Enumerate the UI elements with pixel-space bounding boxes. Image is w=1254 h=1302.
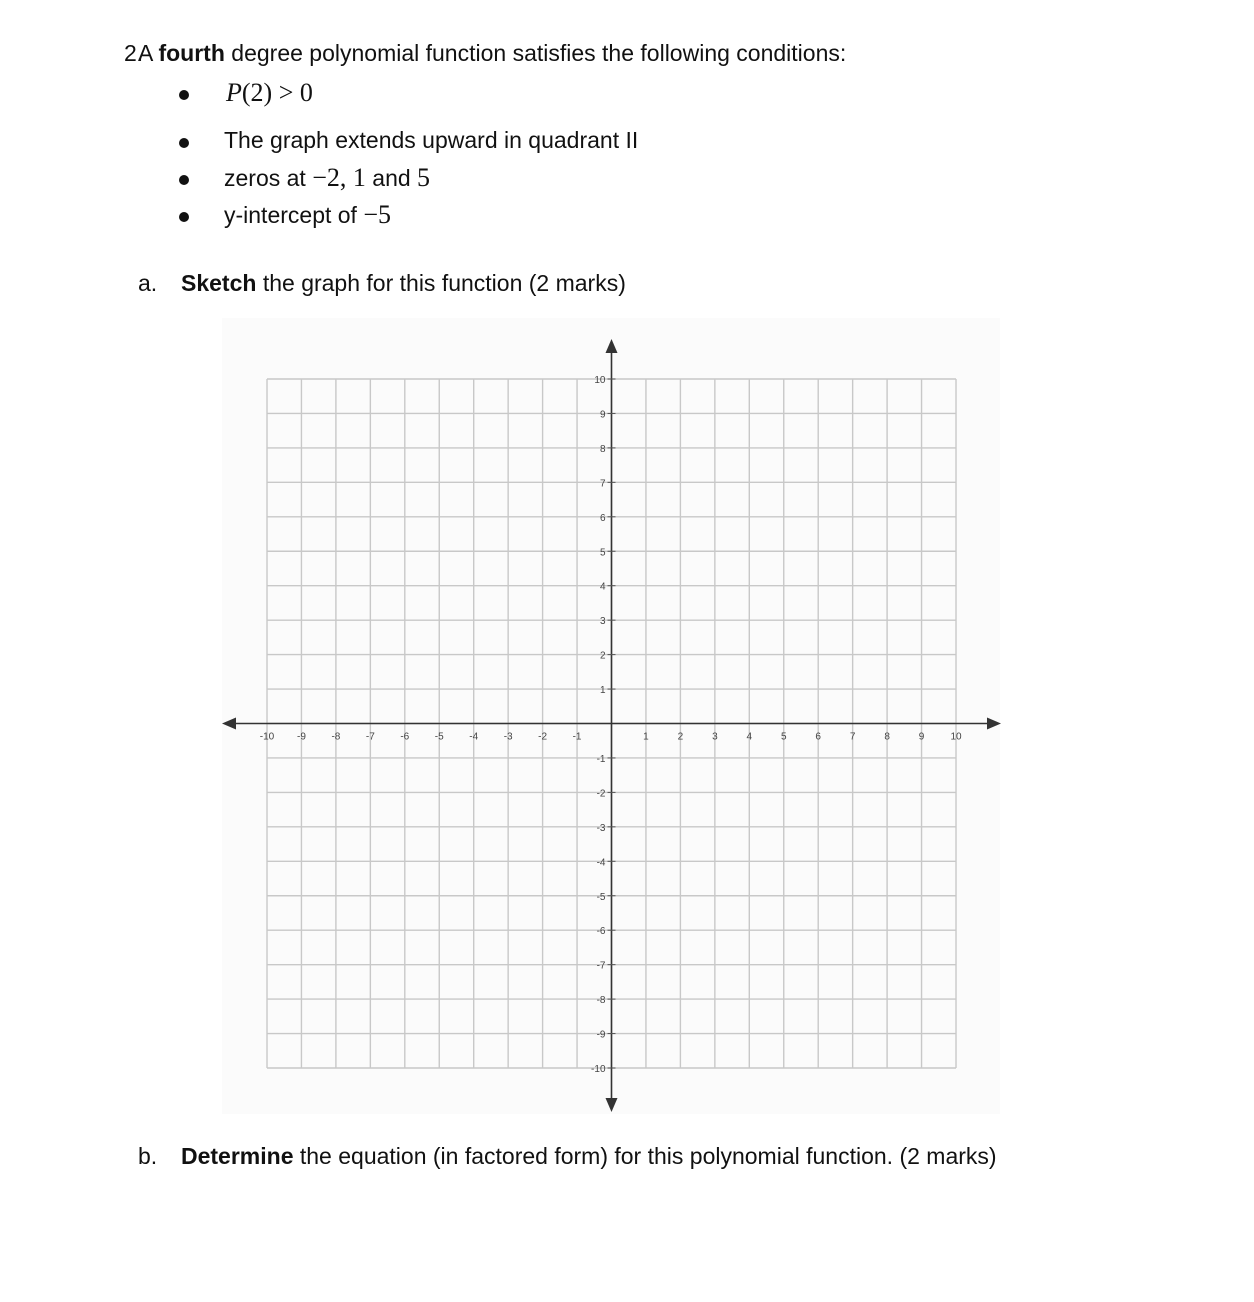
condition-4-value: −5 <box>363 200 392 229</box>
condition-3-mid: and <box>365 165 418 191</box>
y-tick-label: -2 <box>596 788 606 800</box>
condition-4-prefix: y-intercept of <box>224 202 364 228</box>
y-tick-label: -10 <box>591 1064 606 1075</box>
x-tick-label: 2 <box>677 731 684 743</box>
x-tick-label: -9 <box>296 731 306 743</box>
y-tick-label: 7 <box>599 478 606 490</box>
y-tick-label: -5 <box>596 891 606 903</box>
question-stem-suffix: degree polynomial function satisfies the following conditions: <box>224 40 847 66</box>
y-tick-label: 9 <box>599 409 606 421</box>
condition-1-rest: (2) > 0 <box>241 78 313 107</box>
y-tick-label: 3 <box>599 616 606 628</box>
x-tick-label: 4 <box>746 731 753 743</box>
question-number: 2. <box>124 40 144 66</box>
part-a-label: a. <box>138 270 158 296</box>
condition-3-last: 5 <box>417 163 431 192</box>
x-tick-label: 1 <box>643 731 649 743</box>
x-tick-label: 5 <box>780 731 787 743</box>
x-tick-label: 9 <box>918 731 925 743</box>
condition-3-prefix: zeros at <box>224 165 313 191</box>
x-tick-label: 6 <box>815 731 821 743</box>
x-tick-label: -8 <box>331 731 341 743</box>
x-tick-label: -1 <box>572 731 582 743</box>
y-tick-label: 5 <box>599 547 606 559</box>
x-tick-label: -7 <box>365 731 375 743</box>
x-tick-label: 3 <box>712 731 718 743</box>
y-tick-label: 10 <box>594 375 606 386</box>
x-tick-label: -4 <box>469 731 479 743</box>
x-tick-label: 8 <box>884 731 890 743</box>
y-tick-label: 4 <box>599 581 606 593</box>
y-tick-label: 1 <box>599 685 606 697</box>
x-tick-label: -5 <box>434 731 444 743</box>
condition-3-zeros: −2, 1 <box>312 163 366 192</box>
x-tick-label: -3 <box>503 731 513 743</box>
condition-1-fn: P <box>226 78 242 107</box>
y-tick-label: -4 <box>596 857 606 869</box>
part-a-rest: the graph for this function (2 marks) <box>256 270 626 296</box>
y-tick-label: 2 <box>599 650 606 662</box>
condition-2: The graph extends upward in quadrant II <box>224 127 639 153</box>
x-tick-label: -2 <box>538 731 548 743</box>
question-stem-bold: fourth <box>158 40 225 66</box>
part-a-bold: Sketch <box>181 270 257 296</box>
part-b-bold: Determine <box>181 1143 294 1169</box>
y-tick-label: -7 <box>596 960 606 972</box>
question-stem-prefix: A <box>138 40 159 66</box>
y-tick-label: -6 <box>596 926 606 938</box>
part-b-text <box>181 1143 997 1170</box>
part-b-rest: the equation (in factored form) for this polynomial function. (2 marks) <box>293 1143 997 1169</box>
y-tick-label: -9 <box>596 1029 606 1041</box>
x-tick-label: -6 <box>400 731 410 743</box>
x-tick-label: -10 <box>259 731 275 743</box>
y-tick-label: -3 <box>596 822 606 834</box>
x-tick-label: 7 <box>849 731 856 743</box>
y-tick-label: 6 <box>599 512 606 524</box>
y-tick-label: 8 <box>599 443 606 455</box>
y-tick-label: -1 <box>596 753 606 765</box>
part-b-label: b. <box>138 1143 158 1169</box>
y-tick-label: -8 <box>596 995 606 1007</box>
x-tick-label: 10 <box>950 731 962 743</box>
